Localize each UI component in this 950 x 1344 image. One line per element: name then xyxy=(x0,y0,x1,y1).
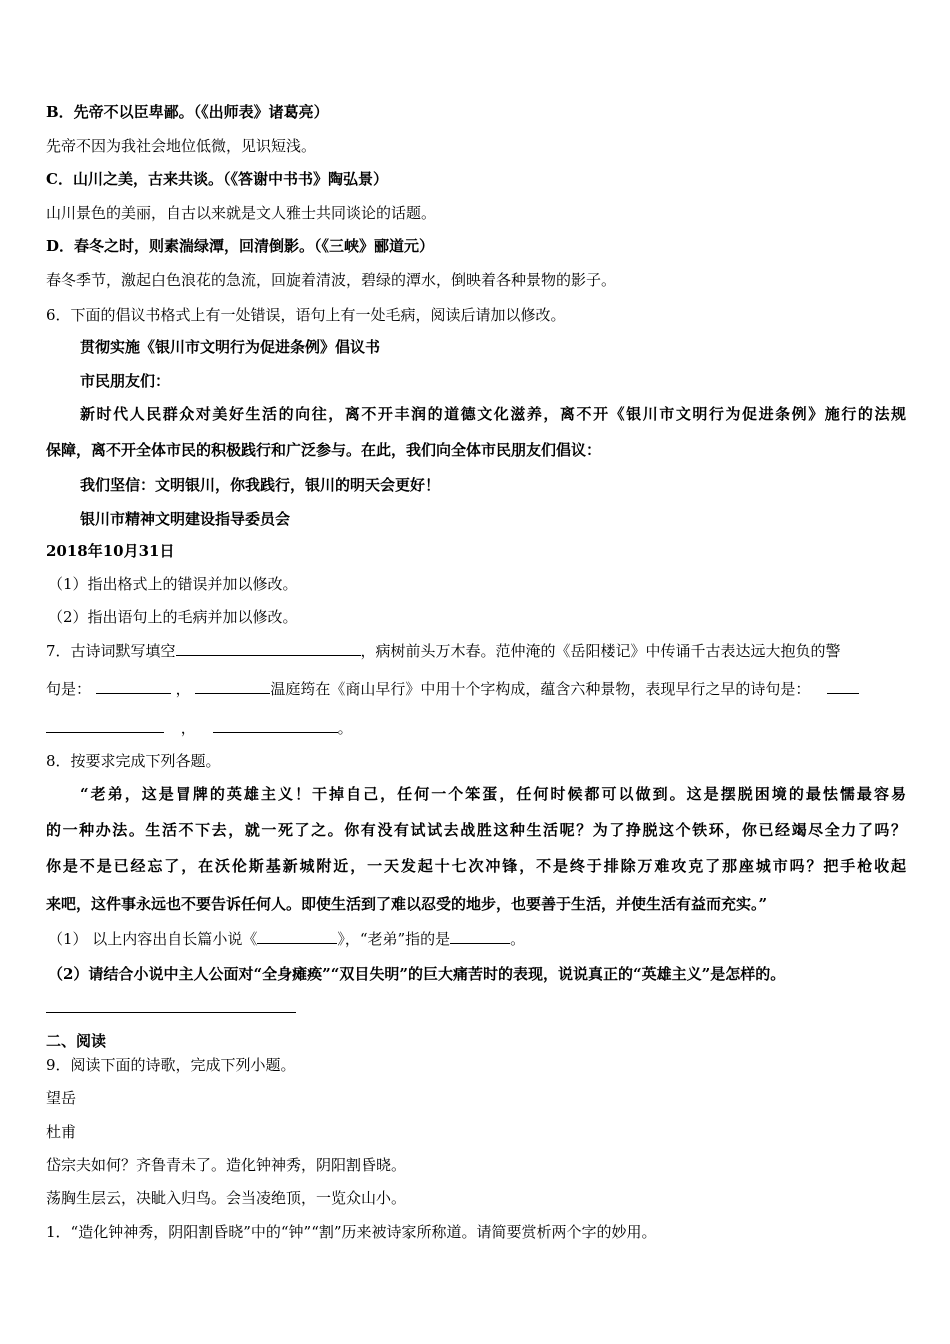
q6-sub2: （2）指出语句上的毛病并加以修改。 xyxy=(48,608,298,626)
q7-part3: 句是： xyxy=(46,680,92,698)
q8-passage-line: 的一种办法。生活不下去，就一死了之。你有没有试试去战胜这种生活呢？为了挣脱这个铁环，你已经竭尽全力了吗？ xyxy=(46,821,906,839)
q8-passage-line: “老弟，这是冒牌的英雄主义！干掉自己，任何一个笨蛋，任何时候都可以做到。这是摆脱困境的最怯懦最容易 xyxy=(80,785,906,803)
proposal-slogan: 我们坚信：文明银川，你我践行，银川的明天会更好！ xyxy=(80,476,441,494)
proposal-date: 2018年10月31日 xyxy=(46,542,175,560)
q8-sub1-text: 》，“老弟”指的是 xyxy=(337,930,451,948)
proposal-signature: 银川市精神文明建设指导委员会 xyxy=(80,510,291,528)
q7-part2: ，病树前头万木春。范仲淹的《岳阳楼记》中传诵千古表达远大抱负的警 xyxy=(360,642,841,660)
q7-part4: 温庭筠在《商山早行》中用十个字构成，蕴含六种景物，表现早行之早的诗句是： xyxy=(270,680,811,698)
q9-prompt: 9．阅读下面的诗歌，完成下列小题。 xyxy=(46,1056,296,1074)
q8-sub1-text: （1） 以上内容出自长篇小说《 xyxy=(48,930,258,948)
q8-prompt: 8．按要求完成下列各题。 xyxy=(46,752,221,770)
q8-sub1 xyxy=(48,929,525,949)
answer-blank[interactable] xyxy=(195,679,270,694)
q8-sub1-text: 。 xyxy=(510,930,526,948)
answer-blank[interactable] xyxy=(450,929,510,944)
q8-passage-line: 来吧，这件事永远也不要告诉任何人。即使生活到了难以忍受的地步，也要善于生活，并使生活有益而充实。” xyxy=(46,895,768,913)
answer-blank[interactable] xyxy=(96,679,171,694)
answer-blank[interactable] xyxy=(257,929,337,944)
proposal-title: 贯彻实施《银川市文明行为促进条例》倡议书 xyxy=(80,338,381,356)
answer-blank[interactable] xyxy=(46,718,164,733)
q5-option-b-translation: 先帝不因为我社会地位低微，见识短浅。 xyxy=(46,137,317,155)
answer-line[interactable] xyxy=(46,1012,296,1013)
q9-sub1: 1．“造化钟神秀，阴阳割昏晓”中的“钟”“割”历来被诗家所称道。请简要赏析两个字的妙用。 xyxy=(46,1223,657,1241)
q7-line3 xyxy=(46,718,353,738)
proposal-body-line1: 新时代人民群众对美好生活的向往，离不开丰润的道德文化滋养，离不开《银川市文明行为促进条例》施行的法规 xyxy=(80,405,906,423)
q7-line2 xyxy=(46,679,859,699)
poem-title: 望岳 xyxy=(46,1089,77,1107)
q7-part1: 7．古诗词默写填空 xyxy=(46,642,176,660)
section-heading: 二、阅读 xyxy=(46,1032,107,1050)
q5-option-b: B．先帝不以臣卑鄙。（《出师表》诸葛亮） xyxy=(46,103,329,121)
q6-sub1: （1）指出格式上的错误并加以修改。 xyxy=(48,575,298,593)
answer-blank[interactable] xyxy=(213,718,338,733)
answer-blank[interactable] xyxy=(827,679,859,694)
proposal-salutation: 市民朋友们： xyxy=(80,372,171,390)
q5-option-d-translation: 春冬季节，激起白色浪花的急流，回旋着清波，碧绿的潭水，倒映着各种景物的影子。 xyxy=(46,271,617,289)
answer-blank[interactable] xyxy=(176,641,361,656)
q8-passage-line: 你是不是已经忘了，在沃伦斯基新城附近，一天发起十七次冲锋，不是终于排除万难攻克了那座城市吗？把手枪收起 xyxy=(46,857,906,875)
q5-option-c: C．山川之美，古来共谈。（《答谢中书书》陶弘景） xyxy=(46,170,388,188)
q6-prompt: 6．下面的倡议书格式上有一处错误，语句上有一处毛病，阅读后请加以修改。 xyxy=(46,306,566,324)
poem-line: 岱宗夫如何？齐鲁青未了。造化钟神秀，阴阳割昏晓。 xyxy=(46,1156,407,1174)
q5-option-d: D．春冬之时，则素湍绿潭，回清倒影。（《三峡》郦道元） xyxy=(46,237,435,255)
q7-line1 xyxy=(46,641,841,661)
q5-option-c-translation: 山川景色的美丽，自古以来就是文人雅士共同谈论的话题。 xyxy=(46,204,437,222)
proposal-body-line2: 保障，离不开全体市民的积极践行和广泛参与。在此，我们向全体市民朋友们倡议： xyxy=(46,441,602,459)
q8-sub2: （2）请结合小说中主人公面对“全身瘫痪”“双目失明”的巨大痛苦时的表现，说说真正的“英雄主义”是怎样的。 xyxy=(48,965,786,983)
poem-line: 荡胸生层云，决眦入归鸟。会当凌绝顶，一览众山小。 xyxy=(46,1189,407,1207)
poem-author: 杜甫 xyxy=(46,1123,77,1141)
q7-comma: ， xyxy=(175,680,191,698)
q7-comma: ， xyxy=(180,719,196,737)
q7-end: 。 xyxy=(337,719,353,737)
